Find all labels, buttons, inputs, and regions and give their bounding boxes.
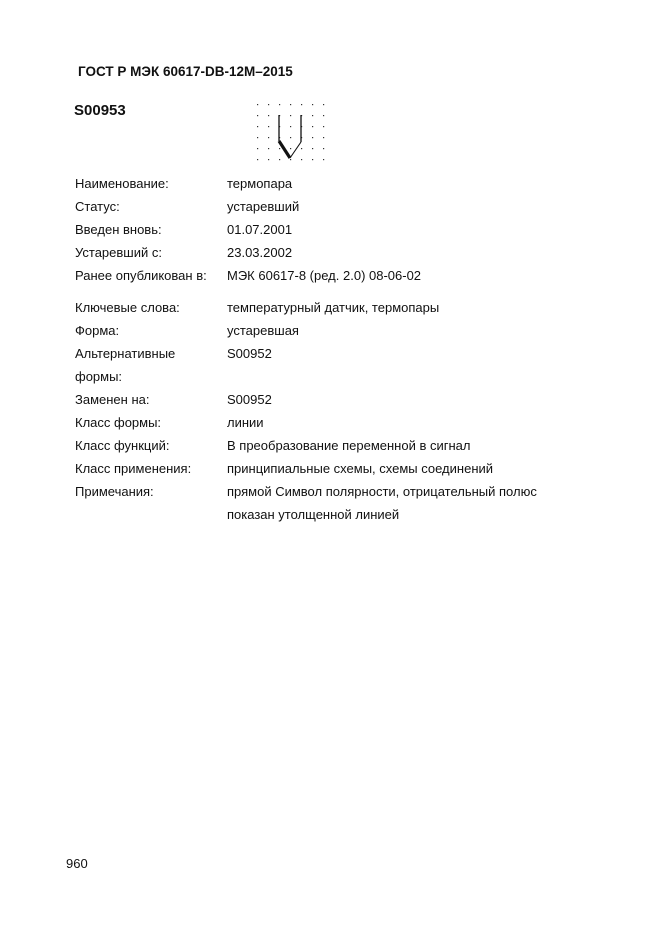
symbol-code: S00953	[74, 102, 126, 119]
grid-dot	[279, 159, 280, 160]
field-value: устаревшая	[227, 323, 299, 338]
grid-dot	[312, 126, 313, 127]
field-label: Альтернативные	[75, 346, 176, 361]
grid-dot	[268, 148, 269, 149]
field-value: S00952	[227, 392, 272, 407]
page-number: 960	[66, 856, 88, 871]
field-value: показан утолщенной линией	[227, 507, 400, 522]
field-label: Примечания:	[75, 484, 154, 499]
grid-dot	[301, 104, 302, 105]
grid-dot	[290, 104, 291, 105]
field-label: Статус:	[75, 199, 120, 214]
grid-dot	[312, 148, 313, 149]
field-value: принципиальные схемы, схемы соединений	[227, 461, 494, 476]
grid-dot	[323, 137, 324, 138]
grid-dot	[290, 159, 291, 160]
field-label: Заменен на:	[75, 392, 150, 407]
field-label: Класс применения:	[75, 461, 192, 476]
field-value: S00952	[227, 346, 272, 361]
field-value: МЭК 60617-8 (ред. 2.0) 08-06-02	[227, 268, 422, 283]
thermocouple-symbol-icon	[250, 97, 335, 165]
grid-dot	[279, 148, 280, 149]
field-label: Класс формы:	[75, 415, 162, 430]
field-label: Ранее опубликован в:	[75, 268, 207, 283]
grid-dot	[257, 115, 258, 116]
grid-dot	[268, 137, 269, 138]
field-value: 23.03.2002	[227, 245, 293, 260]
grid-dot	[268, 126, 269, 127]
grid-dot	[301, 148, 302, 149]
grid-dot	[312, 137, 313, 138]
field-label: формы:	[75, 369, 123, 384]
field-label: Ключевые слова:	[75, 300, 180, 315]
grid-dot	[290, 115, 291, 116]
grid-dot	[290, 126, 291, 127]
grid-dot	[279, 104, 280, 105]
field-value: линии	[227, 415, 264, 430]
grid-dot	[323, 104, 324, 105]
grid-dot	[312, 115, 313, 116]
grid-dot	[290, 137, 291, 138]
field-label: Введен вновь:	[75, 222, 162, 237]
grid-dot	[257, 137, 258, 138]
field-value: термопара	[227, 176, 293, 191]
field-value: 01.07.2001	[227, 222, 293, 237]
grid-dot	[301, 159, 302, 160]
grid-dot	[257, 126, 258, 127]
grid-dot	[323, 159, 324, 160]
field-label: Класс функций:	[75, 438, 170, 453]
grid-dot	[323, 148, 324, 149]
grid-dot	[257, 104, 258, 105]
grid-dot	[257, 148, 258, 149]
field-value: температурный датчик, термопары	[227, 300, 440, 315]
grid-dot	[257, 159, 258, 160]
document-header: ГОСТ Р МЭК 60617-DB-12M–2015	[78, 64, 293, 79]
grid-dot	[268, 115, 269, 116]
grid-dot	[323, 115, 324, 116]
grid-dot	[323, 126, 324, 127]
field-value: В преобразование переменной в сигнал	[227, 438, 471, 453]
grid-dot	[290, 148, 291, 149]
grid-dot	[312, 159, 313, 160]
field-label: Устаревший с:	[75, 245, 162, 260]
field-value: прямой Символ полярности, отрицательный полюс	[227, 484, 537, 499]
grid-dot	[312, 104, 313, 105]
field-label: Наименование:	[75, 176, 169, 191]
grid-dot	[268, 159, 269, 160]
field-label: Форма:	[75, 323, 120, 338]
grid-dot	[268, 104, 269, 105]
field-value: устаревший	[227, 199, 300, 214]
